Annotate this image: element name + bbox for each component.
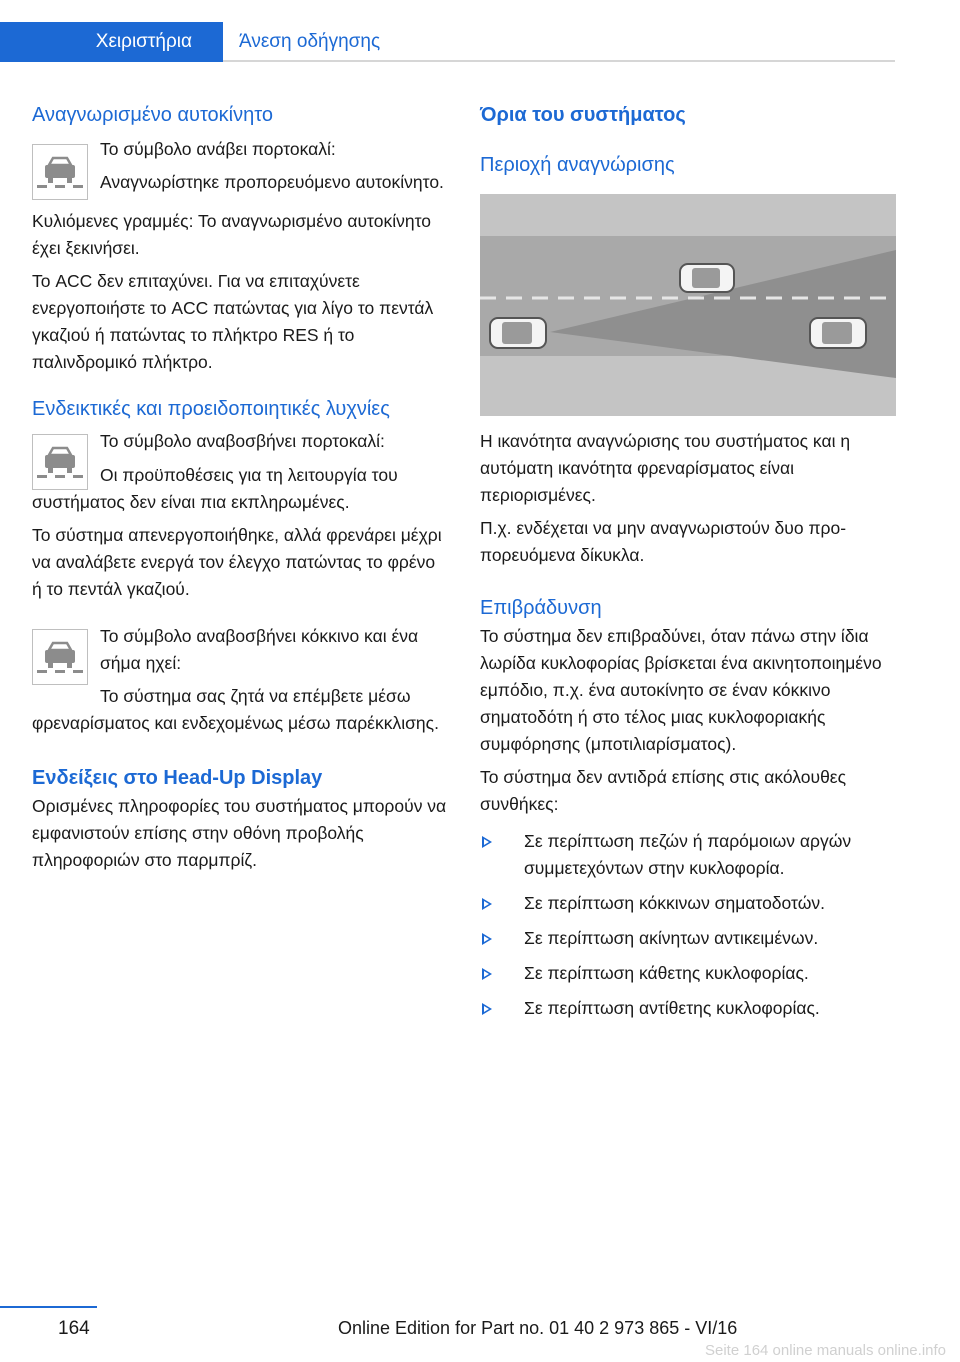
header-divider [223, 60, 895, 62]
section-title-detected-vehicle: Αναγνωρισμένο αυτοκίνητο [32, 104, 273, 126]
section-title-system-limits: Όρια του συστήματος [480, 104, 686, 126]
triangle-bullet-icon [482, 898, 492, 910]
symbol-row-flashing-orange [32, 428, 448, 488]
section-title-deceleration: Επιβράδυνση [480, 597, 602, 619]
section-title-detection-range: Περιοχή αναγνώρισης [480, 154, 675, 176]
car-icon [33, 145, 87, 199]
footer-rule [0, 1306, 97, 1308]
conditions-list [480, 828, 896, 1022]
right-column [480, 100, 896, 1030]
paragraph: Η ικανότητα αναγνώρισης του συστήματος και η αυτόματη ικανότητα φρεναρίσματος είναι περιορισμένες. [480, 431, 851, 505]
paragraph: Το σύστημα σας ζητά να επέμβετε μέσω φρεναρίσματος και ενδεχομένως μέσω παρέκκλισης. [32, 686, 439, 733]
vehicle-right-icon [810, 318, 866, 348]
own-vehicle-icon [490, 318, 546, 348]
car-icon [33, 435, 87, 489]
car-icon [33, 630, 87, 684]
triangle-bullet-icon [482, 933, 492, 945]
triangle-bullet-icon [482, 968, 492, 980]
vehicle-detected-symbol [32, 144, 88, 200]
list-item: Σε περίπτωση κάθετης κυκλοφορίας. [480, 960, 896, 987]
paragraph: Το σύστημα απενεργοποιήθηκε, αλλά φρενάρει μέχρι να αναλάβετε ενεργά τον έλεγχο πατώντας το φρένο ή το πεντάλ γκαζιού. [32, 525, 442, 599]
paragraph: Το ACC δεν επιταχύνει. Για να επιταχύνετε ενεργοποιήστε το ACC πατώντας για λίγο το πεντάλ γκαζιού ή πατώντας το πλήκτρο RES ή το παλινδρομικό πλήκτρο. [32, 271, 434, 372]
symbol-row-flashing-red [32, 623, 448, 683]
header-tabs [0, 0, 895, 62]
section-title-indicator-lights: Ενδεικτικές και προειδοποιητικές λυχνίες [32, 398, 390, 420]
warning-symbol-orange [32, 434, 88, 490]
list-item: Σε περίπτωση κόκκινων σηματοδοτών. [480, 890, 896, 917]
tab-driving-comfort[interactable]: Άνεση οδήγησης [239, 31, 381, 52]
paragraph: Οι προϋποθέσεις για τη λειτουργία του συστήματος δεν είναι πια εκπληρωμένες. [32, 465, 398, 512]
paragraph: Κυλιόμενες γραμμές: Το αναγνωρισμένο αυτοκίνητο έχει ξεκινήσει. [32, 211, 431, 258]
list-item: Σε περίπτωση πεζών ή παρόμοιων αργών συμμετεχόντων στην κυκλοφορία. [480, 828, 896, 882]
triangle-bullet-icon [482, 836, 492, 848]
tab-controls[interactable]: Χειριστήρια [0, 22, 223, 62]
paragraph: Ορισμένες πληροφορίες του συστήματος μπορούν να εμφανιστούν επίσης στην οθόνη προβολής πληροφοριών στο παρμπρίζ. [32, 796, 447, 870]
road-diagram-icon [480, 194, 896, 416]
left-column [32, 100, 448, 874]
warning-symbol-red [32, 629, 88, 685]
paragraph: Το σύστημα δεν επιβραδύνει, όταν πάνω στην ίδια λωρίδα κυκλοφορίας βρίσκεται ένα ακινητοποιημένο εμπόδιο, π.χ. ένα αυτοκίνητο σε έναν κόκκινο σηματοδότη ή στο τέλος μιας κυκλοφοριακής συμφόρησης (μποτιλιαρίσματος). [480, 626, 882, 754]
paragraph: Το σύμβολο αναβοσβήνει κόκκινο και ένα σήμα ηχεί: [100, 626, 419, 673]
paragraph: Το σύμβολο ανάβει πορτοκαλί: [100, 139, 336, 159]
edition-note: Online Edition for Part no. 01 40 2 973 865 - VI/16 [338, 1318, 738, 1338]
paragraph: Το σύμβολο αναβοσβήνει πορτοκαλί: [100, 431, 385, 451]
list-item: Σε περίπτωση αντίθετης κυκλοφορίας. [480, 995, 896, 1022]
list-item: Σε περίπτωση ακίνητων αντικειμένων. [480, 925, 896, 952]
symbol-row-orange [32, 136, 448, 196]
triangle-bullet-icon [482, 1003, 492, 1015]
section-title-head-up-display: Ενδείξεις στο Head-Up Display [32, 767, 323, 789]
paragraph: Αναγνωρίστηκε προπορευόμενο αυτοκίνητο. [100, 172, 444, 192]
page-number: 164 [58, 1318, 90, 1339]
detection-range-illustration [480, 194, 896, 416]
vehicle-front-icon [680, 264, 734, 292]
paragraph: Π.χ. ενδέχεται να μην αναγνωριστούν δυο προπορευόμενα δίκυκλα. [480, 518, 847, 565]
watermark: Seite 164 online manuals online.info [705, 1342, 947, 1359]
paragraph: Το σύστημα δεν αντιδρά επίσης στις ακόλουθες συνθήκες: [480, 767, 847, 814]
